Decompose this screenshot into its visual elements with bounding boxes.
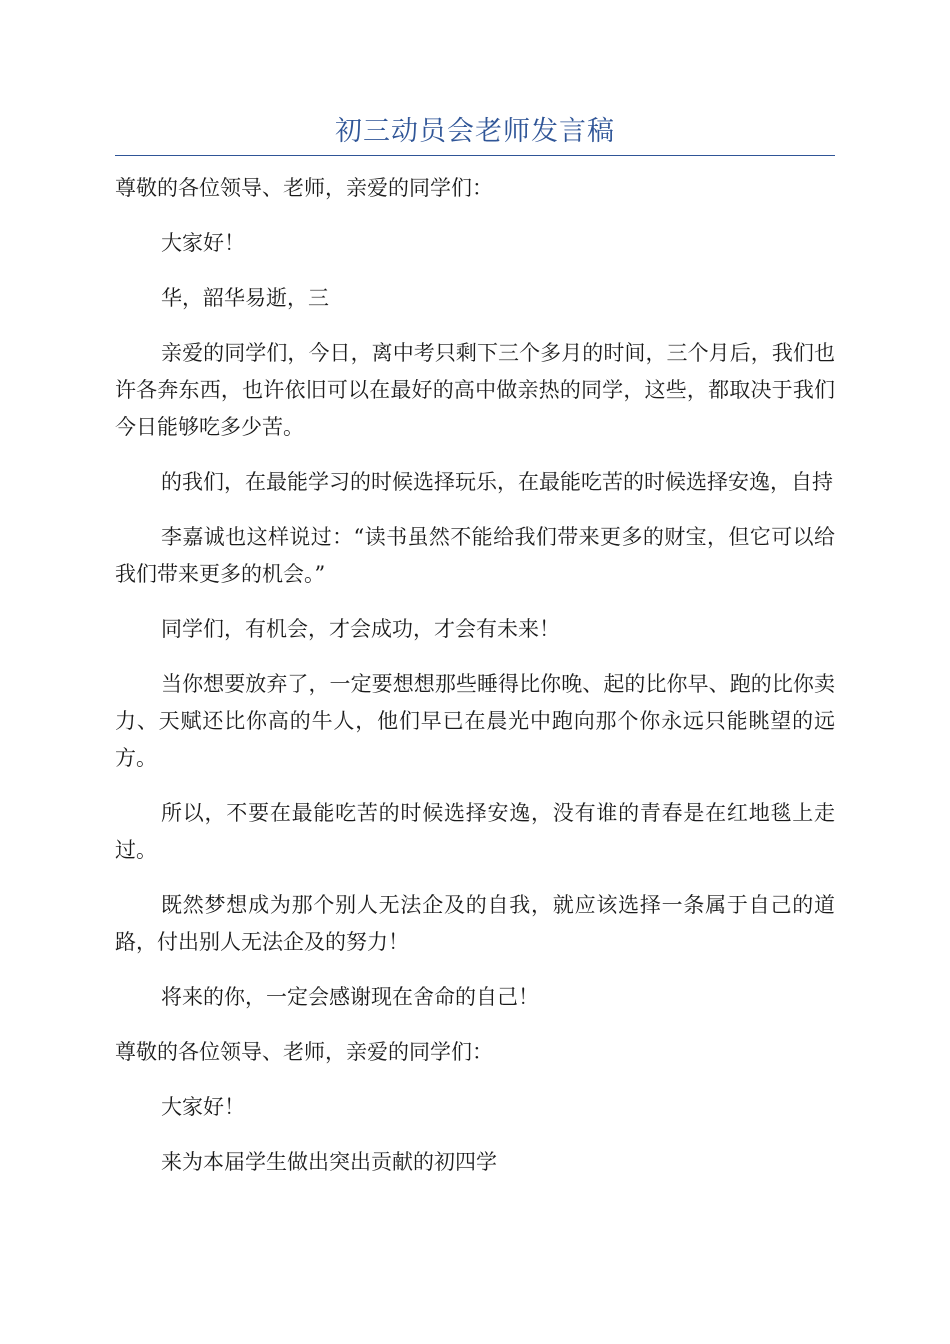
title-underline [115, 155, 835, 156]
paragraph: 的我们，在最能学习的时候选择玩乐，在最能吃苦的时候选择安逸，自持 [161, 470, 833, 494]
paragraph: 将来的你，一定会感谢现在舍命的自己！ [161, 985, 539, 1009]
paragraph: 所以，不要在最能吃苦的时候选择安逸，没有谁的青春是在红地毯上走过。 [115, 801, 835, 862]
paragraph: 华，韶华易逝，三 [161, 286, 329, 310]
paragraph: 李嘉诚也这样说过：“读书虽然不能给我们带来更多的财宝，但它可以给我们带来更多的机会。” [115, 525, 835, 586]
paragraph-greeting: 大家好！ [161, 231, 245, 255]
document-title: 初三动员会老师发言稿 [335, 116, 615, 147]
paragraph: 既然梦想成为那个别人无法企及的自我，就应该选择一条属于自己的道路，付出别人无法企及的努力！ [115, 893, 835, 954]
paragraph: 同学们，有机会，才会成功，才会有未来！ [161, 617, 560, 641]
paragraph: 来为本届学生做出突出贡献的初四学 [161, 1150, 497, 1174]
document-body [115, 170, 835, 1199]
paragraph: 当你想要放弃了，一定要想想那些睡得比你晚、起的比你早、跑的比你卖力、天赋还比你高的牛人，他们早已在晨光中跑向那个你永远只能眺望的远方。 [115, 672, 835, 770]
paragraph-salutation: 尊敬的各位领导、老师，亲爱的同学们： [115, 176, 493, 200]
paragraph-greeting: 大家好！ [161, 1095, 245, 1119]
paragraph-salutation: 尊敬的各位领导、老师，亲爱的同学们： [115, 1040, 493, 1064]
paragraph: 亲爱的同学们，今日，离中考只剩下三个多月的时间，三个月后，我们也许各奔东西，也许依旧可以在最好的高中做亲热的同学，这些，都取决于我们今日能够吃多少苦。 [115, 341, 835, 439]
